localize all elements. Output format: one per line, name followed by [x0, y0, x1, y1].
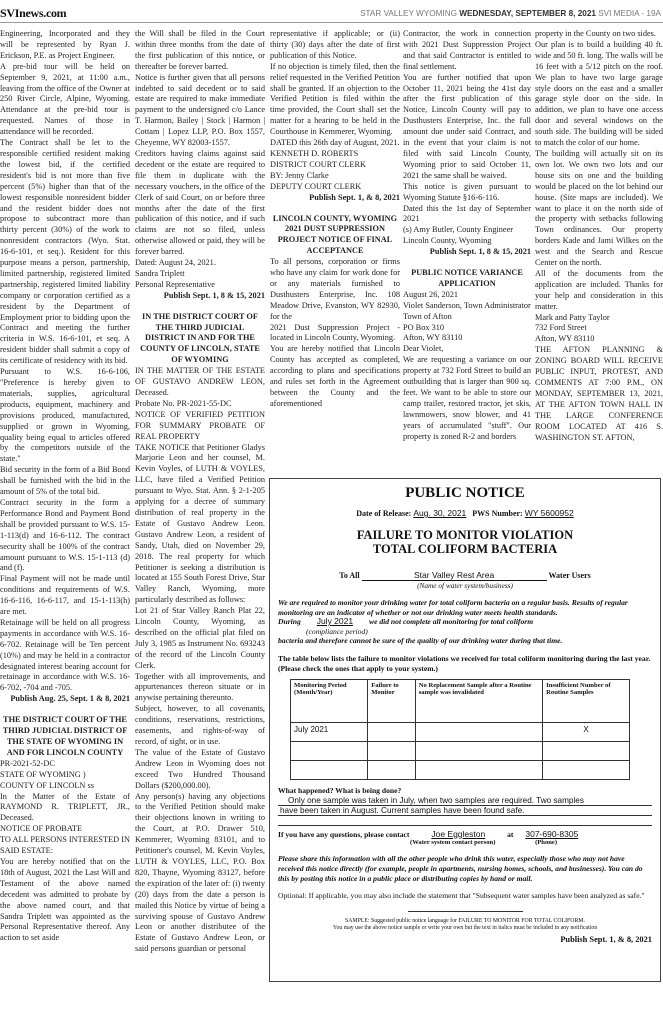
release-date: Aug. 30, 2021: [413, 508, 467, 518]
paragraph: We are requesting a variance on our property at 732 Ford Street to build an outbuilding that is larger than 900 sq. feet. We want to be able to store our camp trailer, restored tractor, jet skis, lawnmowers, snow blower, and 41 years of accumulated "stuff". Our property is zoned R-2 and borders: [403, 355, 531, 441]
paragraph: Violet Sanderson, Town Administrator: [403, 300, 531, 310]
intro-2: we did not complete all monitoring for total coliform: [369, 617, 534, 627]
table-cell: [291, 761, 368, 780]
text-line: Lincoln County, Wyoming: [403, 236, 492, 246]
text-line: COUNTY OF LINCOLN ss: [0, 780, 94, 790]
table-cell: [291, 742, 368, 761]
public-notice-box: [269, 478, 661, 982]
paragraph: Our plan is to build a building 40 ft. wide and 50 ft. long. The walls will be 16 feet with a 5/12 pitch on the roof. We plan to have two large garage style doors on the east and a smaller garage style door on the side. In addition, we plan to have one access door and several windows on the south side. The building will be sided to match the color of our home.: [535, 39, 663, 148]
notice-headline: [270, 528, 660, 556]
paragraph: Engineering, Incorporated and they will be represented by Ryan J. Erickson, P.E. as Project Engineer.: [0, 29, 130, 60]
period-caption: (compliance period): [306, 626, 368, 636]
violations-table: [290, 679, 630, 780]
column-3: [270, 29, 400, 477]
what-happened-line-2: have been taken in August. Current samples have been found safe.: [278, 806, 652, 816]
compliance-period: July 2021: [316, 616, 354, 627]
water-users-label: Water Users: [548, 571, 591, 580]
contact-phone: 307-690-8305: [525, 828, 579, 839]
what-happened-text: [270, 796, 660, 826]
blank-line: [278, 816, 652, 826]
table-cell: [368, 742, 416, 761]
column-header: Failure to Monitor: [368, 680, 416, 723]
dateline-date: WEDNESDAY, SEPTEMBER 8, 2021: [459, 9, 596, 18]
share-paragraph: Please share this information with all the other people who drink this water, especially those who may not have received this notice directly (for example, people in apartments, nursing homes, schools, and businesses). You can do this by posting this notice in a public place or distributing copies by hand or mail.: [278, 854, 643, 883]
page-header: [0, 4, 663, 22]
column-5: [535, 29, 663, 477]
text-line: DEPUTY COURT CLERK: [270, 181, 362, 191]
table-cell: [415, 761, 542, 780]
table-row: [291, 742, 630, 761]
paragraph: Retainage will be held on all progress payments in accordance with W.S. 16-6-702. Retainage will be Ten percent (10%) and may be held in a contractor designated interest bearing account for retainage in accordance with W.S. 16-6-702, -704 and -705.: [0, 617, 130, 693]
release-line: [270, 508, 660, 518]
table-cell: [543, 742, 630, 761]
paragraph: The value of the Estate of Gustavo Andrew Leon in Wyoming does not exceed Two Hundred Thousand Dollars ($200,000.00).: [135, 747, 265, 790]
intro-3: bacteria and therefore cannot be sure of the quality of our drinking water during that time.: [278, 636, 563, 646]
paragraph: Notice is further given that all persons indebted to said decedent or to said estate are required to make immediate payment to the undersigned c/o Lance T. Harmon, Bailey | Stock | Harmon | Cottam | Lopez LLP, P.O. Box 1557, Cheyenne, WY 82003-1557.: [135, 72, 265, 148]
dateline: [360, 9, 661, 18]
paragraph: Dated this the 1st day of September 2021: [403, 203, 531, 224]
header-rule: [0, 22, 663, 23]
paragraph: Contractor, the work in connection with 2021 Dust Suppression Project and that said Contractor is entitled to final settlement.: [403, 29, 531, 71]
table-cell: X: [543, 723, 630, 742]
dateline-prefix: STAR VALLEY WYOMING: [360, 9, 457, 18]
paragraph: the Will shall be filed in the Court within three months from the date of the first publication of this notice, or thereafter be forever barred.: [135, 29, 265, 71]
headline-line-1: FAILURE TO MONITOR VIOLATION: [356, 528, 574, 542]
separator: [408, 911, 523, 912]
paragraph: A pre-bid tour will be held on September 9, 2021, at 11:00 a.m., leaving from the office of the Owner at 250 River Circle, Alpine, Wyoming. Attendance at the pre-bid tour is requested. Names of those in attendance will be recorded.: [0, 61, 130, 137]
table-row: [291, 723, 630, 742]
text-line: Town of Afton: [403, 311, 452, 321]
sample-line-1: SAMPLE: Suggested public notice language for FAILURE TO MONITOR FOR TOTAL COLIFORM.: [345, 917, 585, 924]
phone-caption: (Phone): [535, 839, 558, 847]
dateline-suffix: SVI MEDIA - 19A: [598, 9, 661, 18]
table-cell: [543, 761, 630, 780]
paragraph: Subject, however, to all covenants, conditions, reservations, restrictions, easements, and rights-of-way of record, of sight, or in use.: [135, 704, 265, 746]
optional-paragraph: Optional: If applicable, you may also include the statement that "Subsequent water samples have been analyzed as safe.": [278, 891, 645, 901]
paragraph: You are further notified that upon October 11, 2021 being the 41st day after the first publication of this Notice, Lincoln County will pay to Dusthusters Enterprise, Inc. the full amount due under said Contract, and in the event that your claim is not filed with said Lincoln County, Wyoming prior to said October 11, 2021 the same shall be waived.: [403, 72, 531, 180]
column-header: No Replacement Sample after a Routine sample was invalidated: [415, 680, 542, 723]
paragraph: The Contract shall be let to the responsible certified resident making the lowest bid, if the certified resident's bid is not more than five percent (5%) higher than that of the lowest responsible nonresident bidder and the resident bidder does not propose to subcontract more than thirty percent (30%) of the work to nonresident contractors (Wyo. Stat. 16-6-101, et seq.). Resident for this purpose means a person, partnership, limited partnership, registered limited partnership, registered limited liability company or corporation certified as a resident by the Department of Employment prior to bidding upon the Contract and meeting the further criteria in W.S. 16-6-101, et seq. A resident bidder shall submit a copy of its certificate of residency with its bid.: [0, 138, 130, 366]
paragraph: IN THE MATTER OF THE ESTATE OF GUSTAVO ANDREW LEON, Deceased.: [135, 366, 265, 397]
what-happened-label: What happened? What is being done?: [278, 786, 402, 796]
paragraph: All of the documents from the application are included. Thanks for your help and consideration in this matter.: [535, 268, 663, 311]
text-line: Personal Representative: [135, 279, 215, 289]
text-line: DISTRICT COURT CLERK: [270, 159, 367, 169]
publish-dates: Publish Sept. 1, & 8, 2021: [309, 192, 400, 202]
paragraph: In the Matter of the Estate of RAYMOND R. TRIPLETT, JR., Deceased.: [0, 791, 130, 823]
publish-dates: Publish Sept. 1, 8 & 15, 2021: [163, 290, 265, 300]
text-line: 732 Ford Street: [535, 323, 587, 333]
paragraph: Lot 21 of Star Valley Ranch Plat 22, Lincoln County, Wyoming, as described on the official plat filed on July 3, 1985 as Instrument No. 693243 of the record of the Lincoln County Clerk.: [135, 606, 265, 670]
paragraph: 2021 Dust Suppression Project - located in Lincoln County, Wyoming.: [270, 322, 400, 343]
text-line: Dear Violet,: [403, 344, 444, 354]
column-header: Insufficient Number of Routine Samples: [543, 680, 630, 723]
to-all-label: To All: [339, 571, 360, 580]
release-label: Date of Release:: [356, 509, 412, 518]
text-line: (s) Amy Butler, County Engineer: [403, 225, 514, 235]
paragraph: Contract security in the form a Performance Bond and Payment Bond shall be provided pursuant to W.S. 15-1-113(d) and 16-6-112. The contract security shall be 100% of the contract amount pursuant to W.S. 15-1-113 (d) and (f).: [0, 497, 130, 573]
notice-title: PUBLIC NOTICE: [405, 485, 525, 501]
to-all-line: [270, 570, 660, 581]
paragraph: TO ALL PERSONS INTERESTED IN SAID ESTATE:: [0, 835, 130, 856]
headline-line-2: TOTAL COLIFORM BACTERIA: [372, 542, 558, 556]
paragraph: TAKE NOTICE that Petitioner Gladys Marjorie Leon and her counsel, M. Kevin Voyles, of LUTH & VOYLES, LLC, have filed a Verified Petition pursuant to Wyo. Stat. Ann. § 2-1-205 applying for a decree of summary distribution of real property in the Estate of Gustavo Andrew Leon. Gustavo Andrew Leon, a resident of Sandy, Utah, died on November 29, 2018. The real property for which Petitioner is seeking a distribution is located at 155 South Forest Drive, Star Valley Ranch, Wyoming, more particularly described as follows:: [135, 442, 265, 605]
contact-line: [270, 830, 660, 840]
table-header-row: [291, 680, 630, 723]
text-line: Sandra Triplett: [135, 268, 185, 278]
pws-label: PWS Number:: [472, 509, 523, 518]
notice-heading: PUBLIC NOTICE VARIANCE APPLICATION: [411, 268, 523, 288]
publish-dates: Publish Aug. 25, Sept. 1 & 8, 2021: [10, 694, 130, 704]
text-line: NOTICE OF PROBATE: [0, 824, 83, 834]
paragraph: Together with all improvements, and appurtenances thereon situate or in anywise pertaining thereunto.: [135, 671, 265, 703]
paragraph: Any person(s) having any objections to the Verified Petition should make their objections known in writing to the Court, at P.O. Drawer 510, Kemmerer, Wyoming 83101, and to Petitioner's counsel, M. Kevin Voyles, LUTH & VOYLES, LLC, P.O. Box 820, Thayne, Wyoming 83127, before the expiration of the later of: (i) twenty (20) days from the date a person is mailed this Notice by virtue of being a surviving spouse of Gustavo Andrew Leon or another distributee of the Estate of Gustavo Andrew Leon, or said persons guardian or personal: [135, 791, 265, 954]
text-line: PR-2021-52-DC: [0, 758, 55, 768]
notice-heading: LINCOLN COUNTY, WYOMING 2021 DUST SUPPRESSION PROJECT NOTICE OF FINAL ACCEPTANCE: [272, 213, 398, 256]
column-4: [403, 29, 531, 477]
publish-dates: Publish Sept. 1, 8 & 15, 2021: [429, 247, 531, 257]
paragraph: representative if applicable; or (ii) thirty (30) days after the date of first publication of this Notice.: [270, 29, 400, 60]
during-label: During: [278, 617, 301, 627]
paragraph: If no objection is timely filed, then the relief requested in the Verified Petition shall be granted. If an objection to the Verified Petition is filed within the time provided, the Court shall set the matter for a hearing to be held in the Courthouse in Kemmerer, Wyoming.: [270, 61, 400, 137]
column-2: [135, 29, 265, 1019]
paragraph: Pursuant to W.S. 16-6-106, "Preference is hereby given to materials, supplies, agricultural products, equipment, machinery and provisions produced, manufactured, supplied or grown in Wyoming, quality being equal to articles offered by the competitors outside of the state.": [0, 367, 130, 464]
table-cell: [415, 742, 542, 761]
column-header: Monitoring Period (Month/Year): [291, 680, 368, 723]
sample-line-2: You may use the above notice sample or write your own but the text in italics must be included in any notification: [332, 925, 598, 932]
contact-name: Joe Eggleston: [431, 828, 486, 839]
paragraph: NOTICE OF VERIFIED PETITION FOR SUMMARY PROBATE OF REAL PROPERTY: [135, 409, 265, 441]
text-line: PO Box 310: [403, 322, 445, 332]
publish-dates: Publish Sept. 1, & 8, 2021: [560, 934, 652, 944]
sample-note: [270, 918, 660, 933]
contact-captions: [270, 839, 660, 846]
paragraph: Final Payment will not be made until conditions and requirements of W.S. 16-6-116, 16-6-117, and 15-1-113(h) are met.: [0, 574, 130, 617]
table-cell: July 2021: [291, 723, 368, 742]
system-caption: (Name of water system/business): [417, 581, 513, 590]
table-intro: The table below lists the failure to monitor violations we received for total coliform monitoring during the last year. (Please check the ones that apply to your system.): [278, 653, 651, 673]
what-happened-line-1: Only one sample was taken in July, when two samples are required. Two samples: [278, 796, 652, 806]
paragraph: The building will actually sit on its own lot. We own two lots and our house sits on one and the building would be placed on the lot behind our house. (Site maps are included). We want to place it on the north side of the property with setbacks following Town ordinances. Our property borders Kade and Jami Wilkes on the west and the Search and Rescue Center on the north.: [535, 148, 663, 268]
table-cell: [415, 723, 542, 742]
paragraph: Creditors having claims against said decedent or the estate are required to file them in duplicate with the necessary vouchers, in the office of the Clerk of said Court, on or before three months after the date of the first publication of this notice, and if such claims are not so filed, unless otherwise allowed or paid, they will be forever barred.: [135, 148, 265, 257]
contact-caption: (Water system contact person): [410, 839, 496, 847]
table-row: [291, 761, 630, 780]
paragraph: Bid security in the form of a Bid Bond shall be furnished with the bid in the amount of 5% of the total bid.: [0, 465, 130, 497]
text-line: Probate No. PR-2021-55-DC: [135, 398, 232, 408]
paragraph: DATED this 26th day of August, 2021.: [270, 138, 400, 148]
paragraph: You are hereby notified that on the 18th of August, 2021 the Last Will and Testament of the above named decedent was admitted to probate by the above named court, and that Sandra Triplett was appointed as the Personal Representative thereof. Any action to set aside: [0, 856, 130, 943]
paragraph: property in the County on two sides.: [535, 29, 656, 38]
text-line: Afton, WY 83110: [403, 333, 463, 343]
paragraph: THE AFTON PLANNING & ZONING BOARD WILL RECEIVE PUBLIC INPUT, PROTEST, AND COMMENTS AT 7:00 P.M., ON MONDAY, SEPTEMBER 13, 2021, AT THE AFTON TOWN HALL IN THE LARGE CONFERENCE ROOM LOCATED AT 416 S. WASHINGTON ST. AFTON,: [535, 345, 663, 442]
paragraph: You are hereby notified that Lincoln County has accepted as completed, according to plans and specifications and rules set forth in the Agreement between the County and the aforementioned: [270, 344, 400, 408]
system-name: Star Valley Rest Area: [362, 570, 547, 581]
table-cell: [368, 723, 416, 742]
text-line: Mark and Patty Taylor: [535, 312, 610, 322]
contact-label: If you have any questions, please contact: [278, 829, 410, 839]
intro-paragraph: [270, 598, 660, 646]
pws-number: WY 5600952: [524, 508, 574, 518]
text-line: August 26, 2021: [403, 289, 459, 299]
text-line: Dated: August 24, 2021.: [135, 258, 216, 268]
text-line: BY: Jenny Clarke: [270, 170, 329, 180]
text-line: KENNETH D. ROBERTS: [270, 148, 359, 158]
at-label: at: [507, 829, 514, 839]
column-1: [0, 29, 130, 1019]
site-name: SVInews.com: [0, 6, 67, 20]
text-line: STATE OF WYOMING ): [0, 769, 86, 779]
notice-heading: THE DISTRICT COURT OF THE THIRD JUDICIAL DISTRICT OF THE STATE OF WYOMING IN AND FOR LINCOLN COUNTY: [2, 715, 128, 757]
paragraph: To all persons, corporation or firms who have any claim for work done for or any materials furnished to Dusthusters Enterprise, Inc. 108 Meadow Drive, Evanston, WY 82930, for the: [270, 257, 400, 321]
text-line: Afton, WY 83110: [535, 334, 595, 344]
intro-1: We are required to monitor your drinking water for total coliform bacteria on a regular basis. Results of regular monitoring are an indicator of whether or not our drinking water meets health standards.: [278, 598, 628, 617]
table-cell: [368, 761, 416, 780]
notice-heading: IN THE DISTRICT COURT OF THE THIRD JUDICIAL DISTRICT IN AND FOR THE COUNTY OF LINCOLN, STATE OF WYOMING: [140, 311, 260, 365]
paragraph: This notice is given pursuant to Wyoming Statute §16-6-116.: [403, 181, 531, 202]
